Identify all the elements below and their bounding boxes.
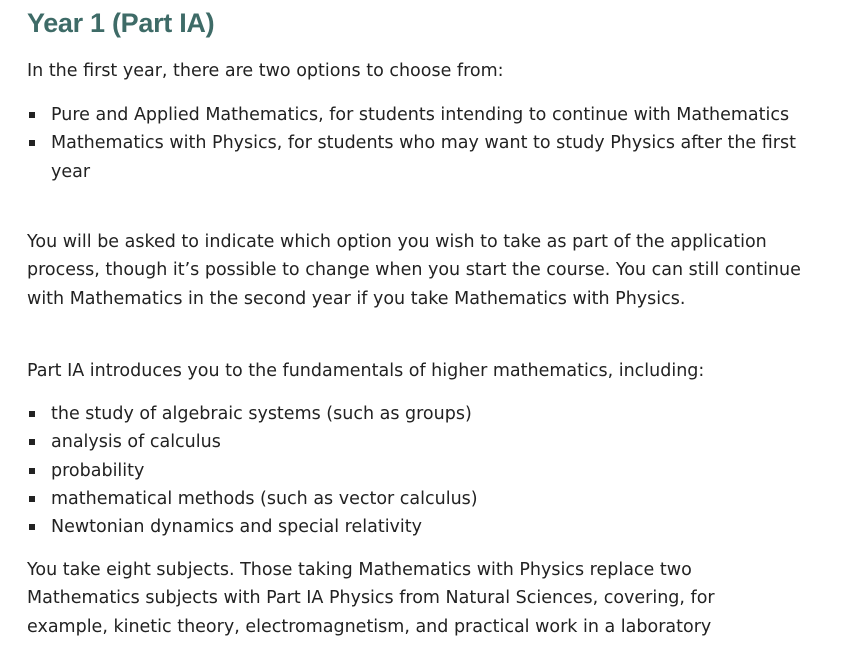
list-item: [27, 457, 827, 485]
square-bullet-icon: [29, 112, 35, 118]
option-choice-paragraph: You will be asked to indicate which option you wish to take as part of the application process, though it’s possible to change when you start the course. You can still continue with Mathematics in the second year if you take Mathematics with Physics.: [27, 232, 801, 309]
option-text: Pure and Applied Mathematics, for students intending to continue with Mathematics: [51, 105, 790, 125]
intro-paragraph: In the first year, there are two options to choose from:: [27, 61, 504, 81]
square-bullet-icon: [29, 468, 35, 474]
option-text: Mathematics with Physics, for students who may want to study Physics after the first year: [51, 133, 796, 182]
list-item: [27, 400, 827, 428]
topic-text: analysis of calculus: [51, 432, 221, 453]
subjects-paragraph: You take eight subjects. Those taking Mathematics with Physics replace two Mathematics subjects with Part IA Physics from Natural Sciences, covering, for example, kinetic theory, electromagnetism, and practical work in a laboratory: [27, 560, 715, 637]
topics-list-block: [27, 400, 827, 541]
square-bullet-icon: [29, 524, 35, 530]
options-list: [27, 101, 817, 186]
square-bullet-icon: [29, 439, 35, 445]
topics-list: [27, 400, 827, 541]
option-choice-paragraph-block: [27, 228, 827, 313]
list-item: [27, 428, 827, 456]
topic-text: mathematical methods (such as vector calculus): [51, 488, 478, 509]
topic-text: probability: [51, 460, 145, 481]
part-ia-intro-paragraph: Part IA introduces you to the fundamentals of higher mathematics, including:: [27, 361, 705, 381]
intro-paragraph-block: [27, 57, 827, 85]
options-list-block: [27, 101, 817, 186]
square-bullet-icon: [29, 496, 35, 502]
square-bullet-icon: [29, 411, 35, 417]
list-item: [27, 513, 827, 541]
list-item: [27, 129, 817, 186]
list-item: [27, 485, 827, 513]
subjects-paragraph-block: [27, 556, 787, 641]
list-item: [27, 101, 817, 129]
page-title: Year 1 (Part IA): [27, 8, 215, 38]
topic-text: Newtonian dynamics and special relativity: [51, 517, 422, 538]
part-ia-intro-block: [27, 357, 827, 385]
square-bullet-icon: [29, 140, 35, 146]
topic-text: the study of algebraic systems (such as groups): [51, 404, 472, 424]
